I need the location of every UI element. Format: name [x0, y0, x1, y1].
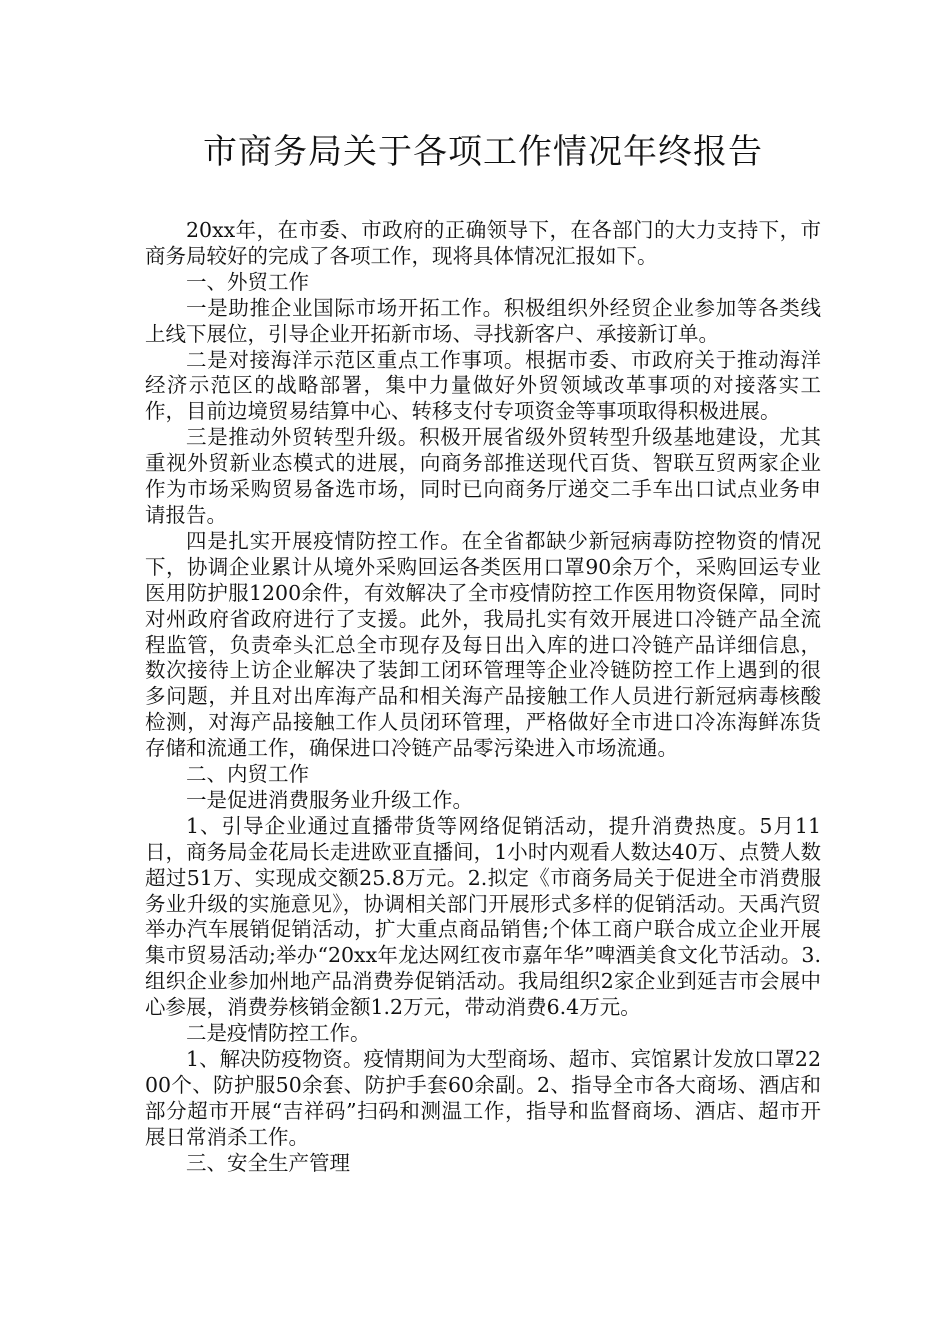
section-heading-safety-management: 三、安全生产管理	[186, 1150, 350, 1175]
document-page	[145, 128, 821, 1177]
paragraph-trade-upgrade: 三是推动外贸转型升级。积极开展省级外贸转型升级基地建设，尤其重视外贸新业态模式的进展，向商务部推送现代百货、智联互贸两家企业作为市场采购贸易备选市场，同时已向商务厅递交二手车出口试点业务申请报告。	[145, 425, 821, 527]
paragraph-epidemic-supplies: 1、解决防疫物资。疫情期间为大型商场、超市、宾馆累计发放口罩2200个、防护服50余套、防护手套60余副。2、指导全市各大商场、酒店和部分超市开展“吉祥码”扫码和测温工作，指导和监督商场、酒店、超市开展日常消杀工作。	[145, 1047, 821, 1149]
paragraph-epidemic-control: 四是扎实开展疫情防控工作。在全省都缺少新冠病毒防控物资的情况下，协调企业累计从境外采购回运各类医用口罩90余万个，采购回运专业医用防护服1200余件，有效解决了全市疫情防控工作医用物资保障，同时对州政府省政府进行了支援。此外，我局扎实有效开展进口冷链产品全流程监管，负责牵头汇总全市现存及每日出入库的进口冷链产品详细信息，数次接待上访企业解决了装卸工闭环管理等企业冷链防控工作上遇到的很多问题，并且对出库海产品和相关海产品接触工作人员进行新冠病毒核酸检测，对海产品接触工作人员闭环管理，严格做好全市进口冷冻海鲜冻货存储和流通工作，确保进口冷链产品零污染进入市场流通。	[145, 528, 821, 761]
document-title: 市商务局关于各项工作情况年终报告	[203, 132, 763, 172]
paragraph-ocean-demo-zone: 二是对接海洋示范区重点工作事项。根据市委、市政府关于推动海洋经济示范区的战略部署，集中力量做好外贸领域改革事项的对接落实工作，目前边境贸易结算中心、转移支付专项资金等事项取得积极进展。	[145, 347, 821, 424]
subheading-consumption-upgrade: 一是促进消费服务业升级工作。	[186, 787, 473, 812]
document-body	[145, 218, 821, 1177]
paragraph-market-expansion: 一是助推企业国际市场开拓工作。积极组织外经贸企业参加等各类线上线下展位，引导企业开拓新市场、寻找新客户、承接新订单。	[145, 295, 821, 346]
intro-paragraph: 20xx年，在市委、市政府的正确领导下，在各部门的大力支持下，市商务局较好的完成了各项工作，现将具体情况汇报如下。	[145, 218, 821, 268]
paragraph-consumption-activities: 1、引导企业通过直播带货等网络促销活动，提升消费热度。5月11日，商务局金花局长走进欧亚直播间，1小时内观看人数达40万、点赞人数超过51万、实现成交额25.8万元。2.拟定《市商务局关于促进全市消费服务业升级的实施意见》，协调相关部门开展形式多样的促销活动。天禹汽贸举办汽车展销促销活动，扩大重点商品销售;个体工商户联合成立企业开展集市贸易活动;举办“20xx年龙达网红夜市嘉年华”啤酒美食文化节活动。3.组织企业参加州地产品消费券促销活动。我局组织2家企业到延吉市会展中心参展，消费券核销金额1.2万元，带动消费6.4万元。	[145, 813, 821, 1020]
subheading-epidemic-work: 二是疫情防控工作。	[186, 1021, 371, 1046]
section-heading-domestic-trade: 二、内贸工作	[186, 762, 309, 787]
section-heading-foreign-trade: 一、外贸工作	[186, 269, 309, 294]
